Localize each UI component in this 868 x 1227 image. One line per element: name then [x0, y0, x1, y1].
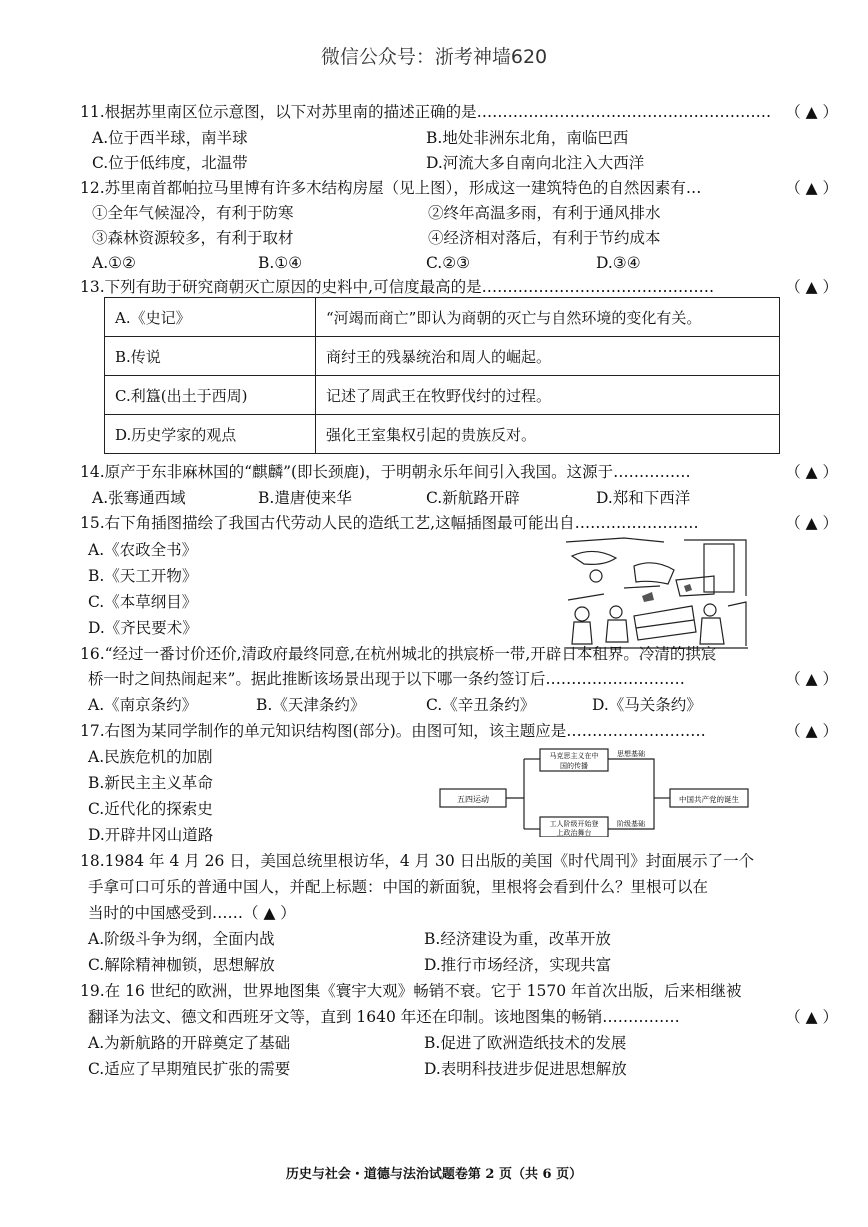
table-cell-content: 强化王室集权引起的贵族反对。 [316, 415, 780, 454]
q18-stem-line3: 当时的中国感受到……（ ▲ ） [88, 904, 296, 922]
q18-stem-line1: 18.1984 年 4 月 26 日，美国总统里根访华，4 月 30 日出版的美国《时代周刊》封面展示了一个 [80, 852, 755, 870]
page-footer: 历史与社会・道德与法治试题卷第 2 页（共 6 页） [285, 1167, 583, 1182]
q12-statement-2: ②终年高温多雨，有利于通风排水 [428, 204, 661, 222]
q19-option-d: D.表明科技进步促进思想解放 [424, 1060, 627, 1078]
papermaking-illustration [564, 536, 750, 651]
q11-option-d: D.河流大多自南向北注入大西洋 [426, 154, 645, 172]
q18-option-c: C.解除精神枷锁，思想解放 [88, 956, 275, 974]
table-row [105, 376, 780, 415]
knowledge-structure-diagram [438, 745, 750, 837]
q15-option-b: B.《天工开物》 [88, 567, 198, 585]
q17-option-d: D.开辟井冈山道路 [88, 826, 214, 844]
q14-option-b: B.遣唐使来华 [258, 489, 352, 507]
answer-mark: （ ▲ ） [785, 670, 838, 688]
table-cell-source: B.传说 [105, 337, 316, 376]
q19-option-c: C.适应了早期殖民扩张的需要 [88, 1060, 291, 1078]
diagram-top-label: 思想基础 [617, 750, 645, 758]
answer-mark: （ ▲ ） [243, 904, 296, 922]
diagram-right-label: 中国共产党的诞生 [679, 795, 739, 804]
q12-statement-1: ①全年气候湿冷，有利于防寒 [92, 204, 294, 222]
q18-stem-line2: 手拿可口可乐的普通中国人，并配上标题：中国的新面貌，里根将会看到什么？里根可以在 [88, 878, 709, 896]
answer-mark: （ ▲ ） [785, 514, 838, 532]
diagram-bottom-box-line1: 工人阶级开始登 [549, 820, 599, 828]
q12-option-d: D.③④ [596, 254, 641, 272]
q12-statement-3: ③森林资源较多，有利于取材 [92, 229, 294, 247]
q17-option-b: B.新民主主义革命 [88, 774, 213, 792]
q13-table [104, 297, 780, 454]
q19-option-a: A.为新航路的开辟奠定了基础 [88, 1034, 291, 1052]
diagram-bottom-label: 阶级基础 [617, 820, 645, 828]
table-cell-content: 商纣王的残暴统治和周人的崛起。 [316, 337, 780, 376]
q17-option-a: A.民族危机的加剧 [88, 748, 213, 766]
table-row [105, 415, 780, 454]
q14-option-c: C.新航路开辟 [426, 489, 520, 507]
answer-mark: （ ▲ ） [785, 179, 838, 197]
q16-option-b: B.《天津条约》 [256, 696, 366, 714]
q16-option-a: A.《南京条约》 [88, 696, 198, 714]
answer-mark: （ ▲ ） [785, 1008, 838, 1026]
q18-option-d: D.推行市场经济，实现共富 [424, 956, 612, 974]
answer-mark: （ ▲ ） [785, 278, 838, 296]
q11-option-b: B.地处非洲东北角，南临巴西 [426, 129, 629, 147]
q16-option-c: C.《辛丑条约》 [426, 696, 536, 714]
q12-option-a: A.①② [92, 254, 136, 272]
diagram-top-box-line1: 马克思主义在中 [549, 752, 599, 760]
table-cell-content: “河竭而商亡”即认为商朝的灭亡与自然环境的变化有关。 [316, 298, 780, 337]
q16-stem-line1: 16.“经过一番讨价还价,清政府最终同意,在杭州城北的拱宸桥一带,开辟日本租界。冷清的拱宸 [80, 645, 717, 663]
table-cell-source: D.历史学家的观点 [105, 415, 316, 454]
q19-stem-line1: 19.在 16 世纪的欧洲，世界地图集《寰宇大观》畅销不衰。它于 1570 年首次出版，后来相继被 [80, 982, 742, 1000]
answer-mark: （ ▲ ） [785, 722, 838, 740]
diagram-left-label: 五四运动 [457, 795, 489, 804]
diagram-bottom-box-line2: 上政治舞台 [556, 829, 592, 837]
q16-option-d: D.《马关条约》 [592, 696, 702, 714]
q15-option-d: D.《齐民要术》 [88, 619, 198, 637]
answer-mark: （ ▲ ） [785, 463, 838, 481]
table-row [105, 337, 780, 376]
page-header: 微信公众号：浙考神墙620 [320, 46, 548, 68]
q18-option-b: B.经济建设为重，改革开放 [424, 930, 611, 948]
diagram-top-box-line2: 国的传播 [560, 762, 588, 770]
q11-option-c: C.位于低纬度，北温带 [92, 154, 248, 172]
table-row [105, 298, 780, 337]
q15-option-a: A.《农政全书》 [88, 541, 198, 559]
answer-mark: （ ▲ ） [785, 103, 838, 121]
table-cell-source: C.利簋(出土于西周) [105, 376, 316, 415]
table-cell-content: 记述了周武王在牧野伐纣的过程。 [316, 376, 780, 415]
q14-option-d: D.郑和下西洋 [596, 489, 691, 507]
q12-statement-4: ④经济相对落后，有利于节约成本 [428, 229, 661, 247]
q11-option-a: A.位于西半球，南半球 [92, 129, 248, 147]
q15-option-c: C.《本草纲目》 [88, 593, 198, 611]
q17-option-c: C.近代化的探索史 [88, 800, 213, 818]
table-cell-source: A.《史记》 [105, 298, 316, 337]
q12-option-c: C.②③ [426, 254, 471, 272]
q12-option-b: B.①④ [258, 254, 303, 272]
q14-option-a: A.张骞通西域 [92, 489, 186, 507]
q19-option-b: B.促进了欧洲造纸技术的发展 [424, 1034, 627, 1052]
q18-option-a: A.阶级斗争为纲，全面内战 [88, 930, 275, 948]
